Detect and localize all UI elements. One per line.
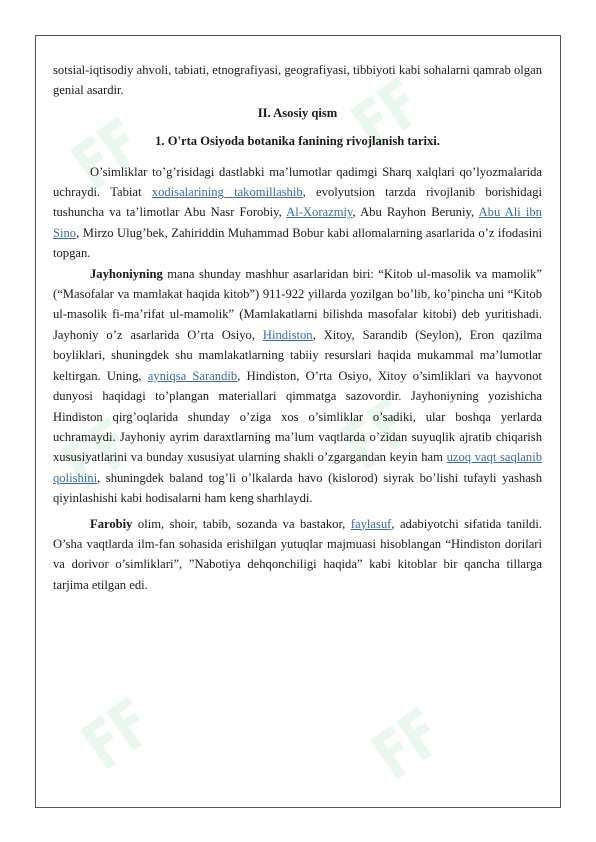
document-body (53, 60, 542, 595)
section-title: II. Asosiy qism (257, 105, 338, 120)
text: , shuningdek baland tog’li o’lkalarda havo (kislorod) siyrak bo’lishi tufayli yashash qiyinlashishi kabi hodisalarni ham keng sharhlaydi. (53, 470, 542, 506)
link-faylasuf[interactable]: faylasuf (350, 516, 392, 531)
intro-paragraph: sotsial-iqtisodiy ahvoli, tabiati, etnografiyasi, geografiyasi, tibbiyoti kabi sohalarni qamrab olgan genial asardir. (53, 63, 542, 98)
text: , Abu Rayhon Beruniy, (352, 205, 479, 220)
text: olim, shoir, tabib, sozanda va bastakor, (132, 516, 351, 531)
subsection-title: 1. O'rta Osiyoda botanika fanining rivojlanish tarixi. (155, 134, 440, 149)
link-xodisalarining[interactable]: xodisalarining takomillashib (151, 185, 303, 200)
text: , adabiyotchi sifatida tanildi. O’sha vaqtlarda ilm-fan sohasida erishilgan yutuqlar majmuasi hisoblangan “Hindiston dorilari va dorivor o’simliklari”, ”Nabotiya dehqonchiligi haqida” kabi kitoblar bir qancha tillarga tarjima etilgan edi. (53, 516, 542, 592)
paragraph-1 (53, 162, 542, 264)
paragraph-2 (53, 264, 542, 509)
bold-term: Farobiy (90, 516, 133, 531)
link-hindiston[interactable]: Hindiston (262, 327, 313, 342)
text: , evolyutsion tarzda rivojlanib borishidagi tushuncha va ta’limotlar Abu Nasr Forobiy, (53, 185, 542, 220)
bold-term: Jayhoniyning (90, 266, 163, 281)
text: mana shunday mashhur asarlaridan biri: “Kitob ul-masolik va mamolik” (“Masofalar va mamlakat haqida kitob”) 911-922 yillarda yozilgan bo’lib, ko’pincha uni “Kitob ul-masolik fi-ma’rifat ul-mamolik” (Mamlakatlarni bilishda masofalar kitobi) deb yuritishadi. Jayhoniy o’z asarlarida O’rta Osiyo, (53, 266, 542, 342)
text: , Mirzo Ulug’bek, Zahiriddin Muhammad Bobur kabi allomalarning asarlarida o’z ifodasini topgan. (53, 225, 542, 261)
text: , Xitoy, Sarandib (Seylon), Eron qazilma boyliklari, shuningdek shu mamlakatlarning tabiiy resurslari haqida mukammal ma’lumotlar keltirgan. Uning, (53, 327, 542, 383)
link-abu-ali-ibn-sino[interactable]: Abu Ali ibn Sino (53, 205, 542, 240)
text: O’simliklar to’g’risidagi dastlabki ma’lumotlar qadimgi Sharq xalqlari qo’lyozmalarida uchraydi. Tabiat (53, 164, 542, 200)
link-uzoq-vaqt[interactable]: uzoq vaqt saqlanib qolishini (53, 450, 542, 485)
link-al-xorazmiy[interactable]: Al-Xorazmiy (286, 205, 353, 220)
text: , Hindiston, O’rta Osiyo, Xitoy o’simliklari va hayvonot dunyosi haqidagi to’plangan materiallari qimmatga sazovordir. Jayhoniyning yozishicha Hindiston qirg’oqlarida shunday o’ziga xos o’simliklar o’sadiki, ular boshqa yerlarda uchramaydi. Jayhoniy ayrim daraxtlarning ma’lum vaqtlarda o’zidan suyuqlik ajratib chiqarish xususiyatlarini va bunday xususiyat ularning shakli o’zgargandan keyin ham (53, 368, 542, 465)
link-ayniqsa-sarandib[interactable]: ayniqsa Sarandib (147, 368, 238, 383)
paragraph-3 (53, 514, 542, 596)
